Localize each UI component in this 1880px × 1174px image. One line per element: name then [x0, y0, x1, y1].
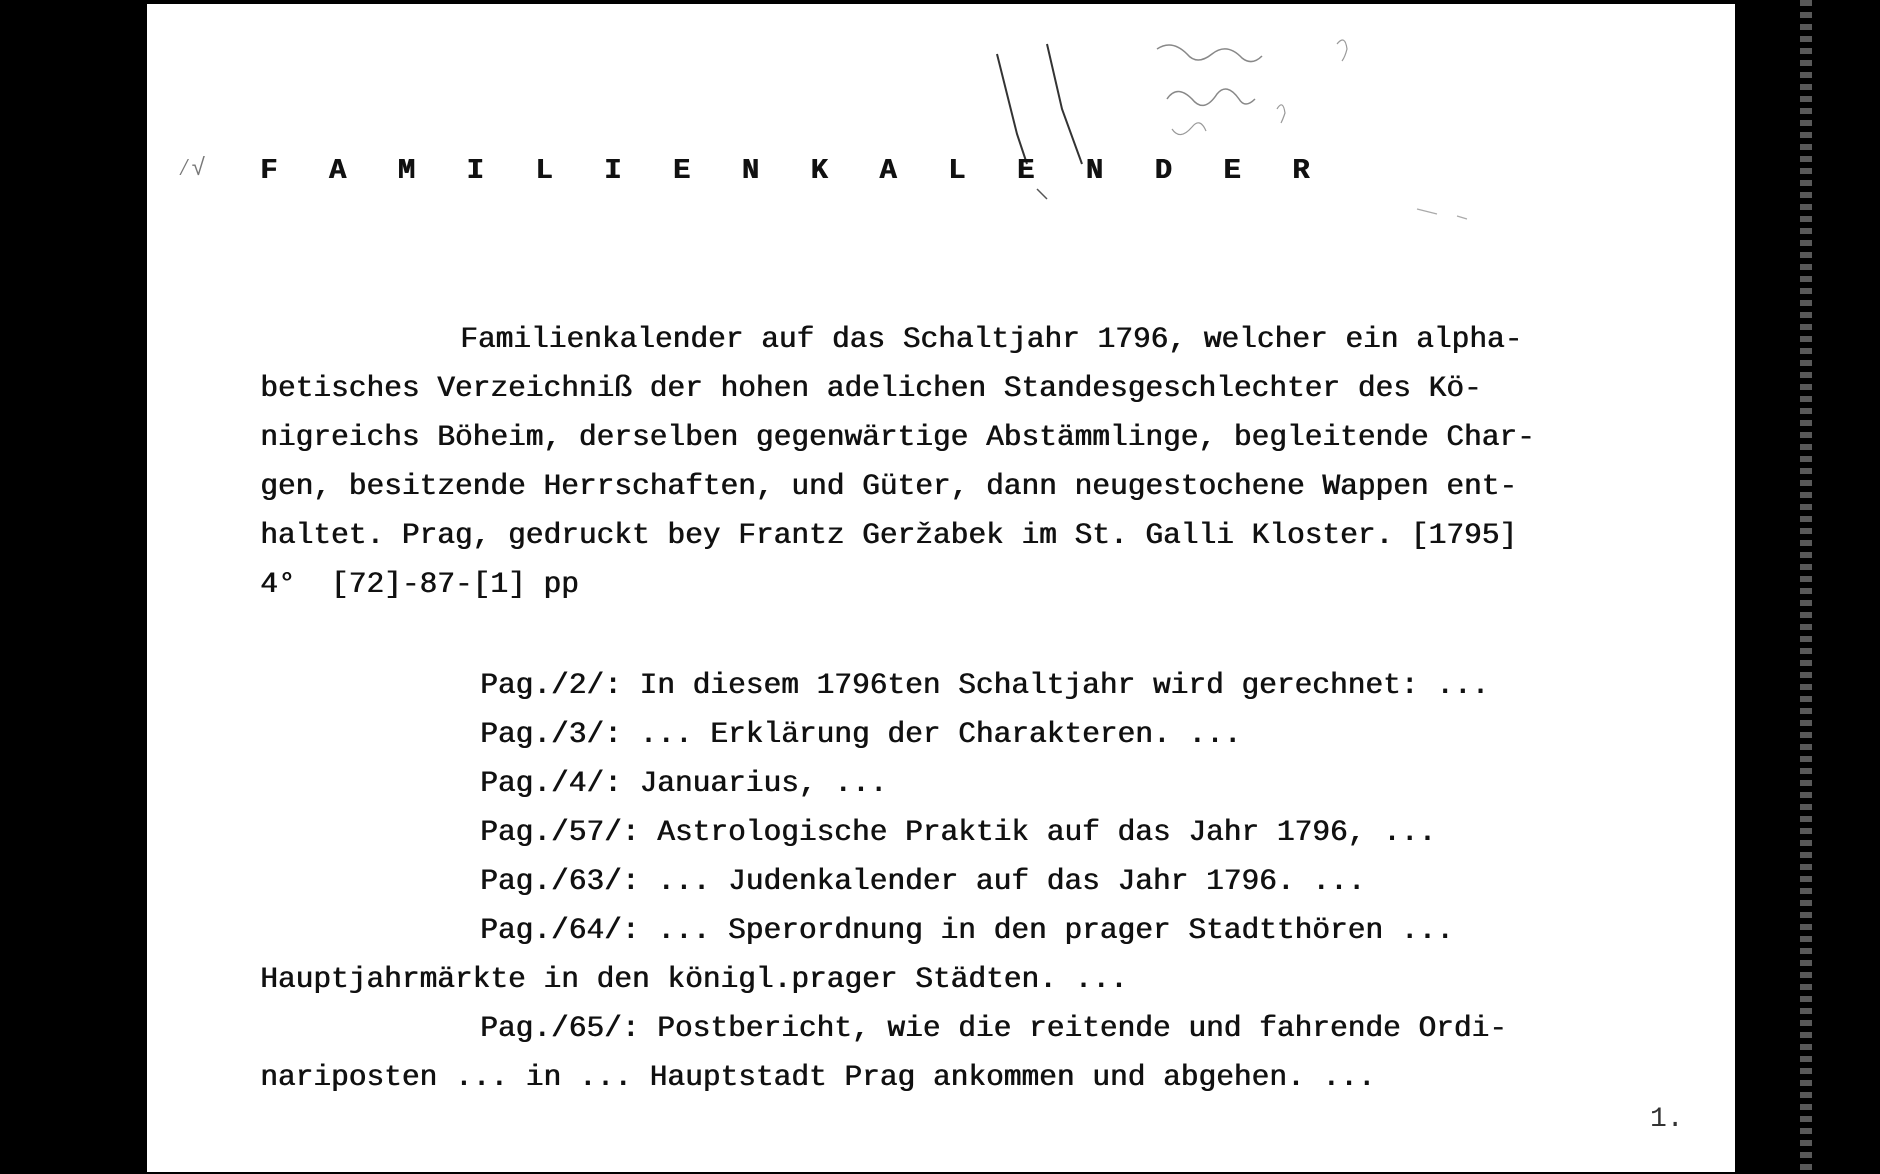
citation-line: gen, besitzende Herrschaften, und Güter, dann neugestochene Wappen ent-	[260, 469, 1517, 503]
citation-line: betisches Verzeichniß der hohen adelichen Standesgeschlechter des Kö-	[260, 371, 1482, 405]
citation-line: 4° [72]-87-[1] pp	[260, 567, 579, 601]
citation-line: Familienkalender auf das Schaltjahr 1796, welcher ein alpha-	[460, 322, 1523, 356]
page-number: 1.	[1650, 1104, 1684, 1135]
contents-entry: Hauptjahrmärkte in den königl.prager Städten. ...	[260, 962, 1128, 996]
scan-edge	[1800, 0, 1812, 1174]
contents-entry: Pag./65/: Postbericht, wie die reitende und fahrende Ordi-	[480, 1011, 1507, 1045]
contents-entry: nariposten ... in ... Hauptstadt Prag ankommen und abgehen. ...	[260, 1060, 1376, 1094]
citation-line: nigreichs Böheim, derselben gegenwärtige Abstämmlinge, begleitende Char-	[260, 420, 1535, 454]
contents-entry: Pag./64/: ... Sperordnung in den prager Stadtthören ...	[480, 913, 1454, 947]
contents-entry: Pag./4/: Januarius, ...	[480, 766, 888, 800]
handwritten-annotation	[987, 14, 1507, 234]
contents-entry: Pag./2/: In diesem 1796ten Schaltjahr wird gerechnet: ...	[480, 668, 1490, 702]
document-heading: F A M I L I E N K A L E N D E R	[260, 154, 1327, 187]
contents-entry: Pag./63/: ... Judenkalender auf das Jahr 1796. ...	[480, 864, 1366, 898]
citation-line: haltet. Prag, gedruckt bey Frantz Geržabek im St. Galli Kloster. [1795]	[260, 518, 1517, 552]
document-page	[147, 4, 1735, 1172]
contents-entry: Pag./3/: ... Erklärung der Charakteren. ...	[480, 717, 1242, 751]
pencil-tick-mark: ⁄√	[177, 156, 206, 183]
contents-entry: Pag./57/: Astrologische Praktik auf das Jahr 1796, ...	[480, 815, 1436, 849]
